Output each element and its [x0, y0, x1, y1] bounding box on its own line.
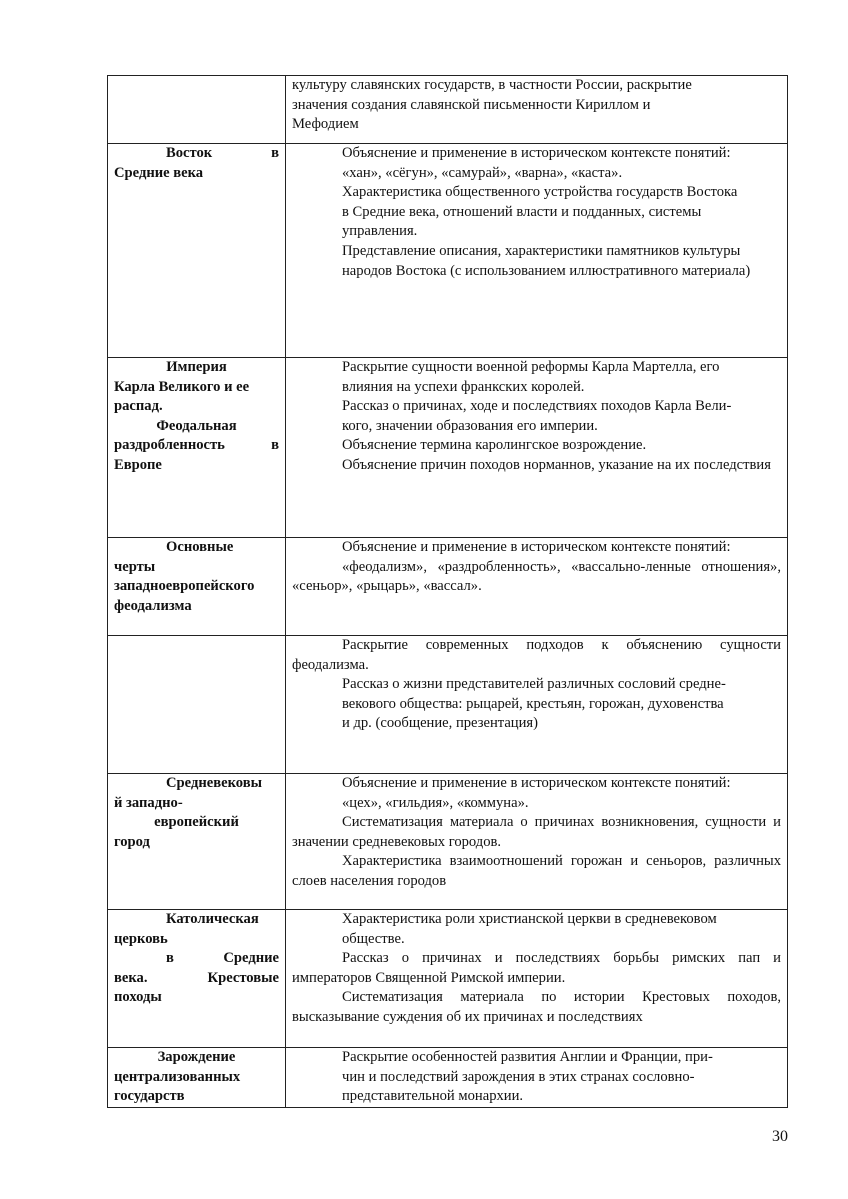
description-line: Раскрытие сущности военной реформы Карла Мартелла, его [342, 359, 720, 375]
topic-line: город [114, 833, 150, 850]
topic-line: Средние века [114, 164, 204, 181]
description-cell [286, 358, 788, 538]
description-line: «цех», «гильдия», «коммуна». [342, 794, 529, 811]
topic-line: западноевропейского [114, 578, 255, 595]
description-line: Систематизация материала по истории Крестовых походов, высказывание суждения об их причинах и последствиях [292, 989, 781, 1025]
description-line: народов Востока (с использованием иллюстративного материала) [342, 262, 751, 279]
topic-line: Карла Великого и ее [114, 378, 250, 395]
table-row [108, 538, 788, 636]
topic-line: походы [114, 989, 162, 1006]
topic-line: Средневековы [166, 775, 262, 791]
description-line: Объяснение термина каролингское возрождение. [342, 437, 647, 454]
description-line: Рассказ о причинах, ходе и последствиях походов Карла Вели- [342, 398, 732, 415]
description-line: Характеристика общественного устройства государств Востока [342, 184, 738, 201]
description-line: Характеристика роли христианской церкви в средневековом [342, 911, 717, 927]
description-line: Характеристика взаимоотношений горожан и сеньоров, различных слоев населения городов [292, 853, 781, 889]
topic-line: Европе [114, 456, 162, 473]
topic-line: века. Крестовые [114, 969, 279, 986]
description-line: управления. [342, 223, 418, 240]
topic-line: й западно- [114, 794, 183, 811]
description-line: Объяснение причин походов норманнов, указание на их последствия [342, 456, 771, 473]
topic-line: Основные [166, 539, 234, 555]
table-row [108, 76, 788, 144]
topic-cell [108, 76, 286, 144]
page-number: 30 [772, 1128, 788, 1145]
topic-line: раздробленность в [114, 437, 279, 454]
description-line: и др. (сообщение, презентация) [342, 715, 538, 732]
topic-cell [108, 144, 286, 358]
description-line: Раскрытие особенностей развития Англии и Франции, при- [342, 1049, 713, 1065]
description-line: «феодализм», «раздробленность», «вассально-ленные отношения», «сеньор», «рыцарь», «вассал». [292, 558, 781, 595]
description-cell [286, 774, 788, 910]
topic-line: централизованных [114, 1068, 241, 1085]
description-cell [286, 76, 788, 144]
description-line: векового общества: рыцарей, крестьян, горожан, духовенства [342, 695, 724, 712]
description-line: значения создания славянской письменности Кириллом и [292, 96, 651, 113]
topic-line: Католическая [166, 911, 259, 927]
table-row [108, 774, 788, 910]
topic-cell [108, 910, 286, 1048]
table-row [108, 910, 788, 1048]
topic-line: черты [114, 558, 156, 575]
topic-cell [108, 538, 286, 636]
description-cell [286, 538, 788, 636]
curriculum-table [107, 75, 788, 1108]
description-line: обществе. [342, 930, 405, 947]
topic-line: европейский [154, 814, 239, 831]
table-row [108, 358, 788, 538]
topic-line: церковь [114, 930, 168, 947]
topic-line: распад. [114, 398, 163, 415]
table-row [108, 1048, 788, 1108]
topic-cell [108, 636, 286, 774]
description-cell [286, 144, 788, 358]
description-line: влияния на успехи франкских королей. [342, 378, 585, 395]
description-cell [286, 910, 788, 1048]
description-cell [286, 636, 788, 774]
description-line: Представление описания, характеристики памятников культуры [342, 242, 741, 259]
topic-line: в Средние [166, 950, 279, 967]
description-line: кого, значении образования его империи. [342, 417, 598, 434]
topic-line: Империя [166, 359, 227, 375]
topic-line: Зарождение [157, 1049, 236, 1065]
description-line: «хан», «сёгун», «самурай», «варна», «каста». [342, 164, 623, 181]
description-line: в Средние века, отношений власти и подданных, системы [342, 203, 702, 220]
topic-line: Феодальная [156, 417, 237, 434]
table-row [108, 144, 788, 358]
description-line: Рассказ о причинах и последствиях борьбы римских пап и императоров Священной Римской империи. [292, 950, 781, 986]
description-line: чин и последствий зарождения в этих странах сословно- [342, 1068, 695, 1085]
topic-cell [108, 774, 286, 910]
description-line: Мефодием [292, 116, 359, 133]
description-cell [286, 1048, 788, 1108]
topic-line: феодализма [114, 597, 192, 614]
description-line: представительной монархии. [342, 1088, 524, 1105]
description-line: Объяснение и применение в историческом контексте понятий: [342, 539, 731, 555]
topic-cell [108, 358, 286, 538]
description-line: культуру славянских государств, в частности России, раскрытие [292, 77, 692, 93]
topic-line: Восток в [166, 145, 279, 161]
table-row [108, 636, 788, 774]
curriculum-table-body [108, 76, 788, 1108]
description-line: Объяснение и применение в историческом контексте понятий: [342, 775, 731, 791]
description-line: Систематизация материала о причинах возникновения, сущности и значении средневековых городов. [292, 814, 781, 850]
topic-line: государств [114, 1088, 185, 1105]
description-line: Рассказ о жизни представителей различных сословий средне- [342, 676, 726, 693]
description-line: Объяснение и применение в историческом контексте понятий: [342, 145, 731, 161]
topic-cell [108, 1048, 286, 1108]
description-line: Раскрытие современных подходов к объяснению сущности феодализма. [292, 637, 781, 673]
